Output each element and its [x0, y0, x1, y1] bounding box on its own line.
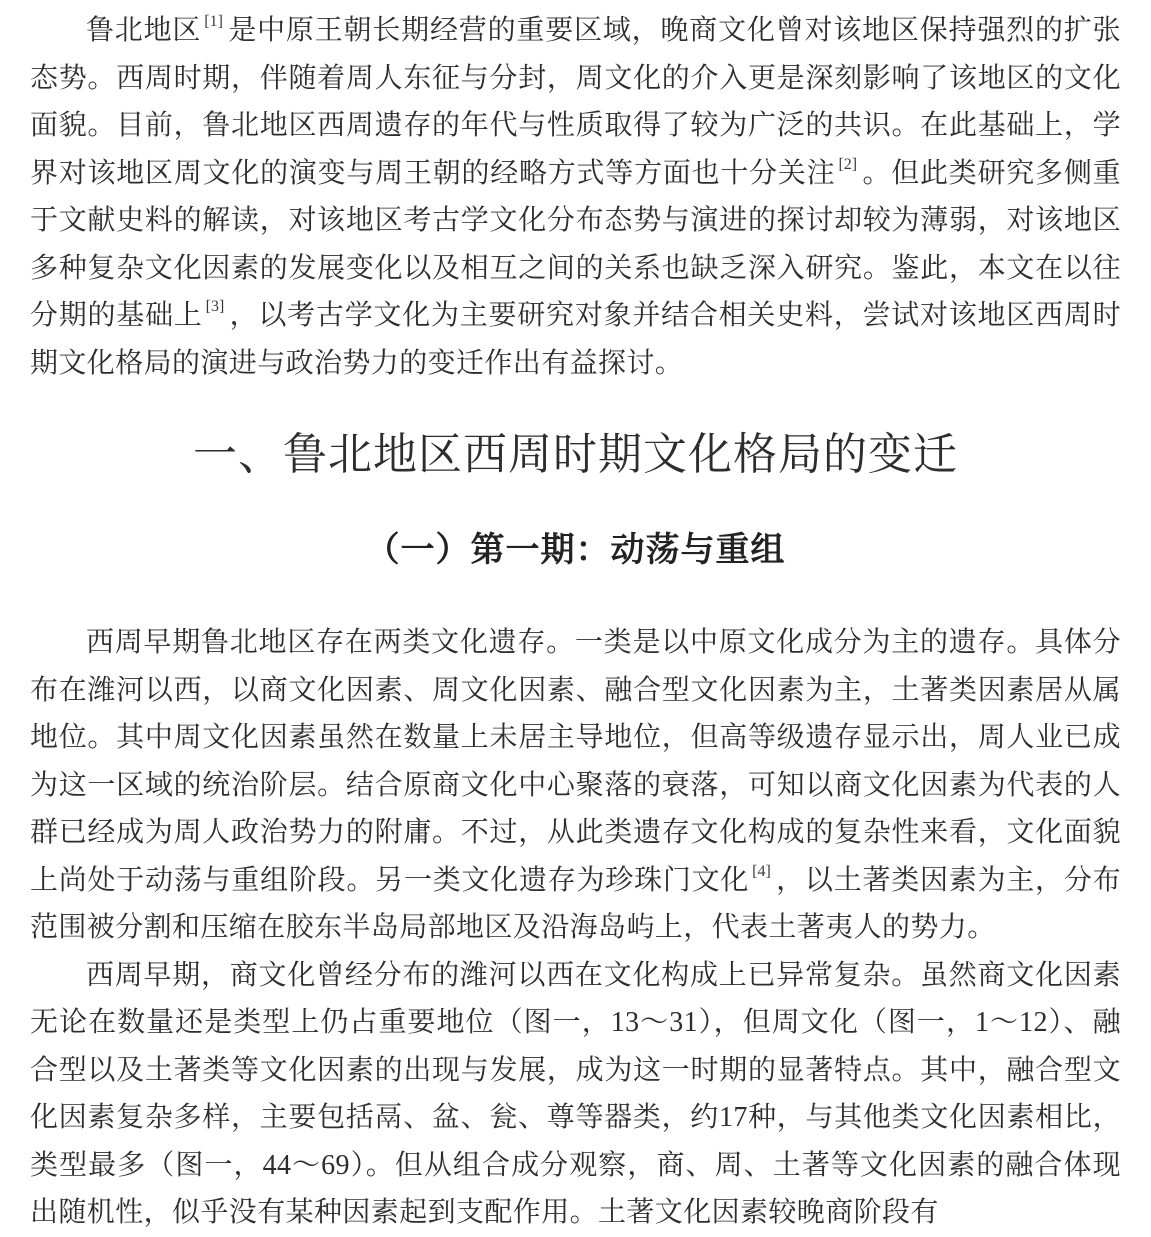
- paragraph-cultural-composition: [30, 952, 1121, 1237]
- subsection-heading: （一）第一期：动荡与重组: [365, 531, 786, 569]
- paragraph-intro: [30, 7, 1121, 387]
- paragraph-text: ，以考古学文化为主要研究对象并结合相关史料，尝试对该地区西周时期文化格局的演进与政治势力的变迁作出有益探讨。: [30, 300, 1122, 379]
- paragraph-text: 鲁北地区: [86, 15, 202, 46]
- paragraph-text: 是中原王朝长期经营的重要区域，晚商文化曾对该地区保持强烈的扩张态势。西周时期，伴随着周人东征与分封，周文化的介入更是深刻影响了该地区的文化面貌。目前，鲁北地区西周遗存的年代与性质取得了较为广泛的共识。在此基础上，学界对该地区周文化的演变与周王朝的经略方式等方面也十分关注: [30, 15, 1122, 189]
- footnote-ref-3: [3]: [205, 298, 225, 315]
- footnote-ref-1: [1]: [204, 13, 223, 30]
- paragraph-text: 西周早期鲁北地区存在两类文化遗存。一类是以中原文化成分为主的遗存。具体分布在潍河以西，以商文化因素、周文化因素、融合型文化因素为主，土著类因素居从属地位。其中周文化因素虽然在数量上未居主导地位，但高等级遗存显示出，周人业已成为这一区域的统治阶层。结合原商文化中心聚落的衰落，可知以商文化因素为代表的人群已经成为周人政治势力的附庸。不过，从此类遗存文化构成的复杂性来看，文化面貌上尚处于动荡与重组阶段。另一类文化遗存为珍珠门文化: [30, 627, 1121, 896]
- footnote-ref-2: [2]: [838, 155, 858, 173]
- paragraph-text: ，以土著类因素为主，分布范围被分割和压缩在胶东半岛局部地区及沿海岛屿上，代表土著夷人的势力。: [30, 864, 1121, 943]
- paragraph-text: 西周早期，商文化曾经分布的潍河以西在文化构成上已异常复杂。虽然商文化因素无论在数量还是类型上仍占重要地位（图一，13～31），但周文化（图一，1～12）、融合型以及土著类等文化因素的出现与发展，成为这一时期的显著特点。其中，融合型文化因素复杂多样，主要包括鬲、盆、瓮、尊等器类，约17种，与其他类文化因素相比，类型最多（图一，44～69）。但从组合成分观察，商、周、土著等文化因素的融合体现出随机性，似乎没有某种因素起到支配作用。土著文化因素较晚商阶段有: [30, 959, 1121, 1228]
- section-heading: 一、鲁北地区西周时期文化格局的变迁: [193, 430, 958, 479]
- paragraph-text: 。但此类研究多侧重于文献史料的解读，对该地区考古学文化分布态势与演进的探讨却较为薄弱，对该地区多种复杂文化因素的发展变化以及相互之间的关系也缺乏深入研究。鉴此，本文在以往分期的基础上: [30, 157, 1121, 331]
- footnote-ref-4: [4]: [752, 862, 771, 880]
- paragraph-two-types-of-remains: [30, 619, 1121, 952]
